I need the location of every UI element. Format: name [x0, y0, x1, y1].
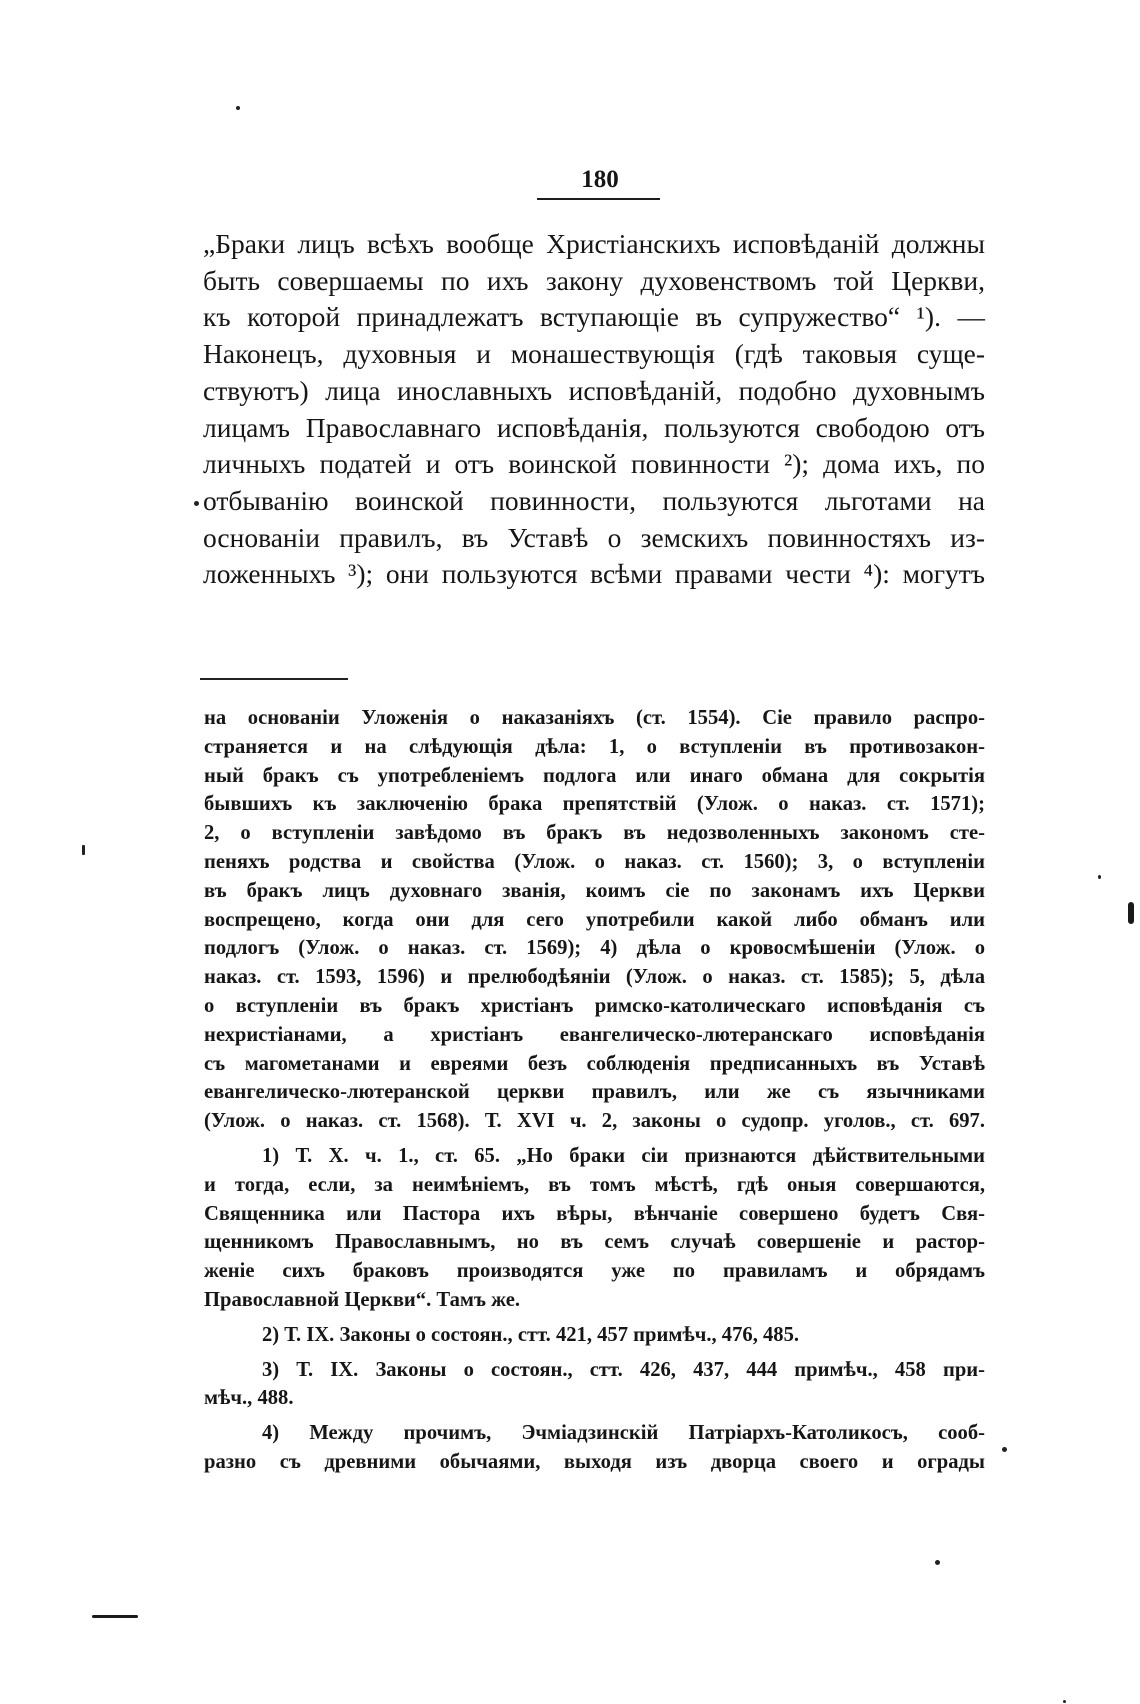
main-text-line: личныхъ податей и отъ воинской повинности ²); дома ихъ, по — [203, 448, 985, 480]
footnote-line: нехристіанами, а христіанъ евангелическо-лютеранскаго исповѣданія — [204, 1023, 985, 1046]
footnote-line: ный бракъ съ употребленіемъ подлога или инаго обмана для сокрытія — [204, 764, 985, 787]
scan-speck — [1098, 875, 1101, 879]
footnote-line: Православной Церкви“. Тамъ же. — [204, 1288, 521, 1311]
footnote-line: 2) Т. IX. Законы о состоян., стт. 421, 457 примѣч., 476, 485. — [262, 1323, 800, 1346]
footnote-line: мѣч., 488. — [204, 1387, 294, 1410]
scan-speck — [194, 501, 199, 506]
footnote-line: евангелическо-лютеранской церкви правилъ, или же съ язычниками — [204, 1081, 985, 1104]
main-text-line: ствуютъ) лица инославныхъ исповѣданій, подобно духовнымъ — [203, 374, 985, 406]
footnote-line: 3) Т. IX. Законы о состоян., стт. 426, 437, 444 примѣч., 458 при- — [262, 1358, 985, 1381]
footnote-continuation — [204, 704, 985, 1136]
footnote-line: наказ. ст. 1593, 1596) и прелюбодѣяніи (Улож. о наказ. ст. 1585); 5, дѣла — [204, 966, 985, 989]
scan-speck — [82, 845, 85, 855]
scan-edge-mark — [92, 1615, 138, 1618]
main-text-line: основаніи правилъ, въ Уставѣ о земскихъ повинностяхъ из- — [203, 521, 985, 553]
footnote-separator — [200, 678, 348, 680]
main-text-line: лицамъ Православнаго исповѣданія, пользуются свободою отъ — [203, 411, 985, 443]
page-number-rule — [537, 198, 660, 200]
footnote-line: Священника или Пастора ихъ вѣры, вѣнчаніе совершено будетъ Свя- — [204, 1202, 985, 1225]
footnote-3 — [204, 1356, 985, 1414]
main-text-line: „Браки лицъ всѣхъ вообще Христіанскихъ исповѣданій должны — [203, 228, 985, 259]
scan-speck — [1002, 1447, 1007, 1452]
footnote-line: 1) Т. X. ч. 1., ст. 65. „Но браки сіи признаются дѣйствительными — [262, 1144, 985, 1167]
footnote-2 — [204, 1321, 985, 1350]
footnote-1 — [204, 1142, 985, 1315]
page-number: 180 — [581, 166, 619, 193]
footnote-line: подлогъ (Улож. о наказ. ст. 1569); 4) дѣла о кровосмѣшеніи (Улож. о — [204, 937, 985, 960]
main-text-line: къ которой принадлежатъ вступающіе въ супружество“ ¹). — — [203, 301, 985, 333]
footnote-line: (Улож. о наказ. ст. 1568). Т. XVI ч. 2, законы о судопр. уголов., ст. 697. — [204, 1110, 985, 1133]
footnote-line: разно съ древними обычаями, выходя изъ дворца своего и ограды — [204, 1450, 985, 1473]
footnote-line: въ бракъ лицъ духовнаго званія, коимъ сіе по законамъ ихъ Церкви — [204, 879, 985, 902]
main-text-line: отбыванію воинской повинности, пользуются льготами на — [203, 484, 985, 516]
footnote-line: и тогда, если, за неимѣніемъ, въ томъ мѣстѣ, гдѣ оныя совершаются, — [204, 1173, 985, 1196]
scan-edge-mark — [1128, 902, 1134, 924]
scan-speck — [935, 1560, 940, 1565]
footnote-line: о вступленіи въ бракъ христіанъ римско-католическаго исповѣданія съ — [204, 994, 985, 1017]
footnote-line: бывшихъ къ заключенію брака препятствій (Улож. о наказ. ст. 1571); — [204, 793, 985, 816]
footnote-line: женіе сихъ браковъ производятся уже по правиламъ и обрядамъ — [204, 1260, 985, 1283]
footnote-line: щенникомъ Православнымъ, но въ семъ случаѣ совершеніе и растор- — [204, 1231, 985, 1254]
footnote-line: 2, о вступленіи завѣдомо въ бракъ въ недозволенныхъ закономъ сте- — [204, 822, 985, 845]
footnote-line: 4) Между прочимъ, Эчміадзинскій Патріархъ-Католикосъ, сооб- — [262, 1422, 985, 1445]
main-text-line: Наконецъ, духовныя и монашествующія (гдѣ таковыя суще- — [203, 338, 985, 370]
footnote-line: съ магометанами и евреями безъ соблюденія предписанныхъ въ Уставѣ — [204, 1052, 985, 1075]
scan-speck — [236, 106, 240, 110]
footnote-line: на основаніи Уложенія о наказаніяхъ (ст. 1554). Сіе правило распро- — [204, 707, 985, 729]
main-text-line: ложенныхъ ³); они пользуются всѣми правами чести ⁴): могутъ — [203, 558, 985, 590]
footnote-line: воспрещено, когда они для сего употребили какой либо обманъ или — [204, 908, 985, 931]
footnote-4 — [204, 1419, 985, 1477]
main-text — [203, 226, 985, 593]
scan-speck — [1063, 1700, 1066, 1703]
footnote-line: пеняхъ родства и свойства (Улож. о наказ. ст. 1560); 3, о вступленіи — [204, 850, 985, 873]
footnotes — [204, 704, 985, 1477]
footnote-line: страняется и на слѣдующія дѣла: 1, о вступленіи въ противозакон- — [204, 735, 985, 758]
main-text-line: быть совершаемы по ихъ закону духовенствомъ той Церкви, — [203, 264, 985, 296]
